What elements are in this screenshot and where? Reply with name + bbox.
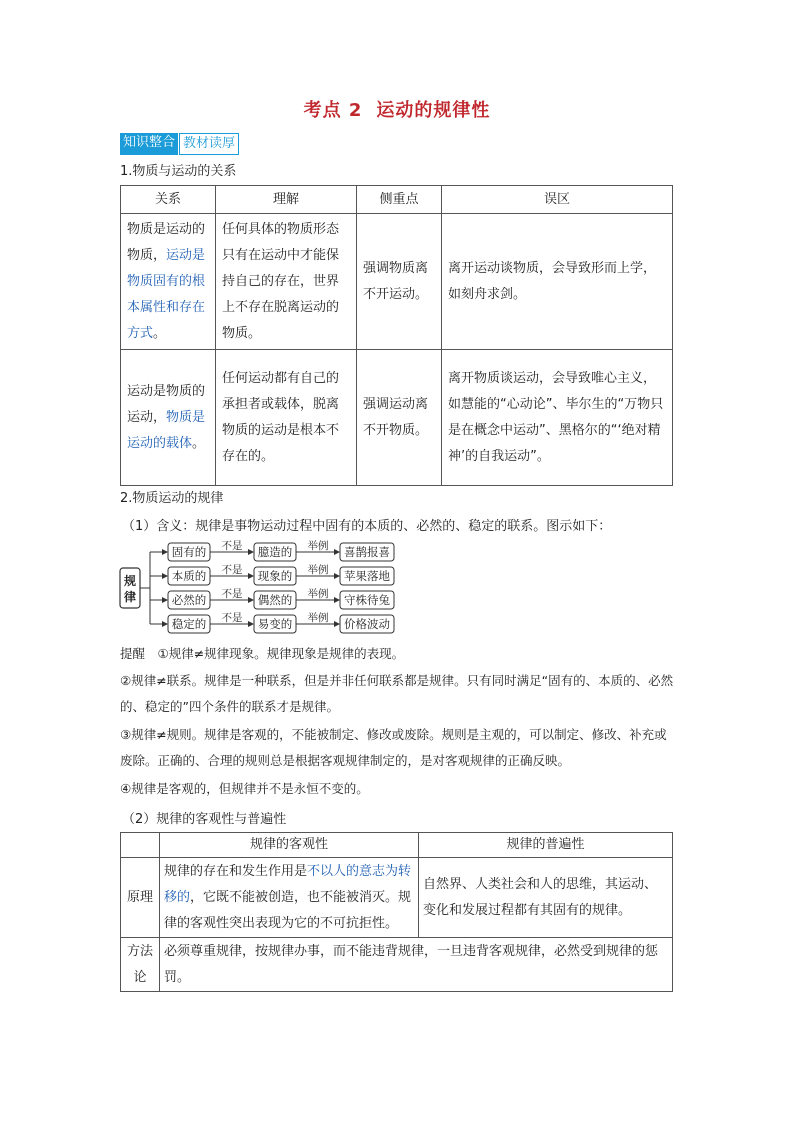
col-focus: 侧重点: [357, 186, 442, 214]
tip-3: ③规律≠规则。规律是客观的，不能被制定、修改或废除。规则是主观的，可以制定、修改、补充或废除。正确的、合理的规则总是根据客观规律制定的，是对客观规律的正确反映。: [120, 727, 667, 768]
diagram-not-arrow-head: [248, 621, 254, 627]
diagram-left-label: 本质的: [171, 569, 207, 583]
diagram-not-label: 不是: [221, 588, 243, 600]
topic-title: 运动的规律性: [376, 100, 491, 121]
diagram-not-label: 不是: [221, 564, 243, 576]
section1-heading: 1.物质与运动的关系: [120, 164, 237, 179]
diagram-branch-arrow-head: [162, 597, 168, 603]
relation-highlight: 运动是物质固有的根本属性和存在方式: [127, 247, 206, 341]
diagram-example-arrow-head: [334, 621, 340, 627]
diagram-branch-arrow-head: [162, 621, 168, 627]
diagram-mid-label: 现象的: [257, 569, 293, 583]
definition-paragraph: （1）含义：规律是事物运动过程中固有的本质的、必然的、稳定的联系。图示如下：: [122, 519, 612, 534]
objectivity-text-end: ，它既不能被创造，也不能被消灭。规律的客观性突出表现为它的不可抗拒性。: [164, 889, 412, 931]
diagram-example-arrow-head: [334, 549, 340, 555]
diagram-root-char1: 规: [123, 574, 137, 588]
col-mistake: 误区: [442, 186, 673, 214]
tip-4: ④规律是客观的，但规律并不是永恒不变的。: [120, 781, 369, 796]
tip-1: 提醒 ①规律≠规律现象。规律现象是规律的表现。: [120, 646, 405, 661]
table-header-row: [121, 186, 673, 214]
col-universality: 规律的普遍性: [419, 833, 673, 858]
cell-methodology: 必须尊重规律，按规律办事，而不能违背规律，一旦违背客观规律，必然受到规律的惩罚。: [160, 938, 673, 992]
diagram-example-arrow-head: [334, 597, 340, 603]
cell-mistake: 离开物质谈运动，会导致唯心主义，如慧能的“心动论”、毕尔生的“万物只是在概念中运动”、黑格尔的“‘绝对精神’的自我运动”。: [442, 350, 673, 486]
cell-focus: 强调运动离不开物质。: [357, 350, 442, 486]
diagram-not-arrow-head: [248, 597, 254, 603]
diagram-branch-arrow-head: [162, 549, 168, 555]
table-row: [121, 858, 673, 938]
cell-understanding: 任何具体的物质形态只有在运动中才能保持自己的存在，世界上不存在脱离运动的物质。: [216, 214, 357, 350]
cell-objectivity: [160, 858, 419, 938]
objectivity-highlight: 不以人的意志为转移的: [164, 863, 412, 905]
topic-number: 考点 2: [303, 100, 363, 121]
diagram-right-label: 守株待兔: [344, 593, 390, 607]
row-method-head: 方法论: [121, 938, 160, 992]
section-tags: [120, 133, 239, 155]
diagram-example-label: 举例: [307, 564, 329, 576]
diagram-mid-label: 臆造的: [257, 545, 293, 559]
table-row: [121, 938, 673, 992]
cell-relation: [121, 350, 216, 486]
col-relation: 关系: [121, 186, 216, 214]
diagram-left-label: 稳定的: [171, 617, 207, 631]
diagram-right-label: 喜鹊报喜: [344, 545, 390, 559]
diagram-left-label: 固有的: [171, 545, 207, 559]
diagram-not-label: 不是: [221, 612, 243, 624]
cell-relation: [121, 214, 216, 350]
diagram-right-label: 苹果落地: [344, 569, 390, 583]
diagram-example-label: 举例: [307, 612, 329, 624]
diagram-mid-label: 偶然的: [257, 593, 293, 607]
table-header-row: [121, 833, 673, 858]
law-diagram: [116, 538, 406, 638]
cell-universality: 自然界、人类社会和人的思维，其运动、变化和发展过程都有其固有的规律。: [419, 858, 673, 938]
diagram-rows: [140, 539, 394, 633]
diagram-mid-label: 易变的: [257, 617, 293, 631]
section2-heading: 2.物质运动的规律: [120, 491, 224, 506]
page-title: [0, 96, 794, 122]
relation-end: 。: [192, 435, 206, 451]
row-principle-head: 原理: [121, 858, 160, 938]
diagram-not-arrow-head: [248, 573, 254, 579]
tag-knowledge: 知识整合: [120, 133, 178, 155]
diagram-example-arrow-head: [334, 573, 340, 579]
cell-focus: 强调物质离不开运动。: [357, 214, 442, 350]
matter-motion-table: [120, 185, 673, 486]
law-properties-table: [120, 832, 673, 992]
blank-header: [121, 833, 160, 858]
relation-text: 运动是物质的运动，: [127, 383, 206, 425]
diagram-left-label: 必然的: [171, 593, 207, 607]
col-understanding: 理解: [216, 186, 357, 214]
col-objectivity: 规律的客观性: [160, 833, 419, 858]
relation-highlight: 物质是运动的载体: [127, 409, 206, 451]
relation-end: 。: [153, 325, 167, 341]
objectivity-text: 规律的存在和发生作用是: [164, 863, 308, 879]
cell-mistake: 离开运动谈物质，会导致形而上学，如刻舟求剑。: [442, 214, 673, 350]
tag-textbook: 教材读厚: [179, 133, 239, 155]
diagram-not-arrow-head: [248, 549, 254, 555]
table-row: [121, 214, 673, 350]
diagram-branch-arrow-head: [162, 573, 168, 579]
table-row: [121, 350, 673, 486]
diagram-example-label: 举例: [307, 588, 329, 600]
cell-understanding: 任何运动都有自己的承担者或载体，脱离物质的运动是根本不存在的。: [216, 350, 357, 486]
diagram-not-label: 不是: [221, 540, 243, 552]
tip-2: ②规律≠联系。规律是一种联系，但是并非任何联系都是规律。只有同时满足“固有的、本质的、必然的、稳定的”四个条件的联系才是规律。: [120, 673, 674, 714]
subsection-heading: （2）规律的客观性与普遍性: [122, 812, 287, 827]
relation-text: 物质是运动的物质，: [127, 221, 206, 263]
diagram-root-char2: 律: [123, 590, 137, 604]
diagram-example-label: 举例: [307, 540, 329, 552]
diagram-right-label: 价格波动: [344, 617, 390, 631]
